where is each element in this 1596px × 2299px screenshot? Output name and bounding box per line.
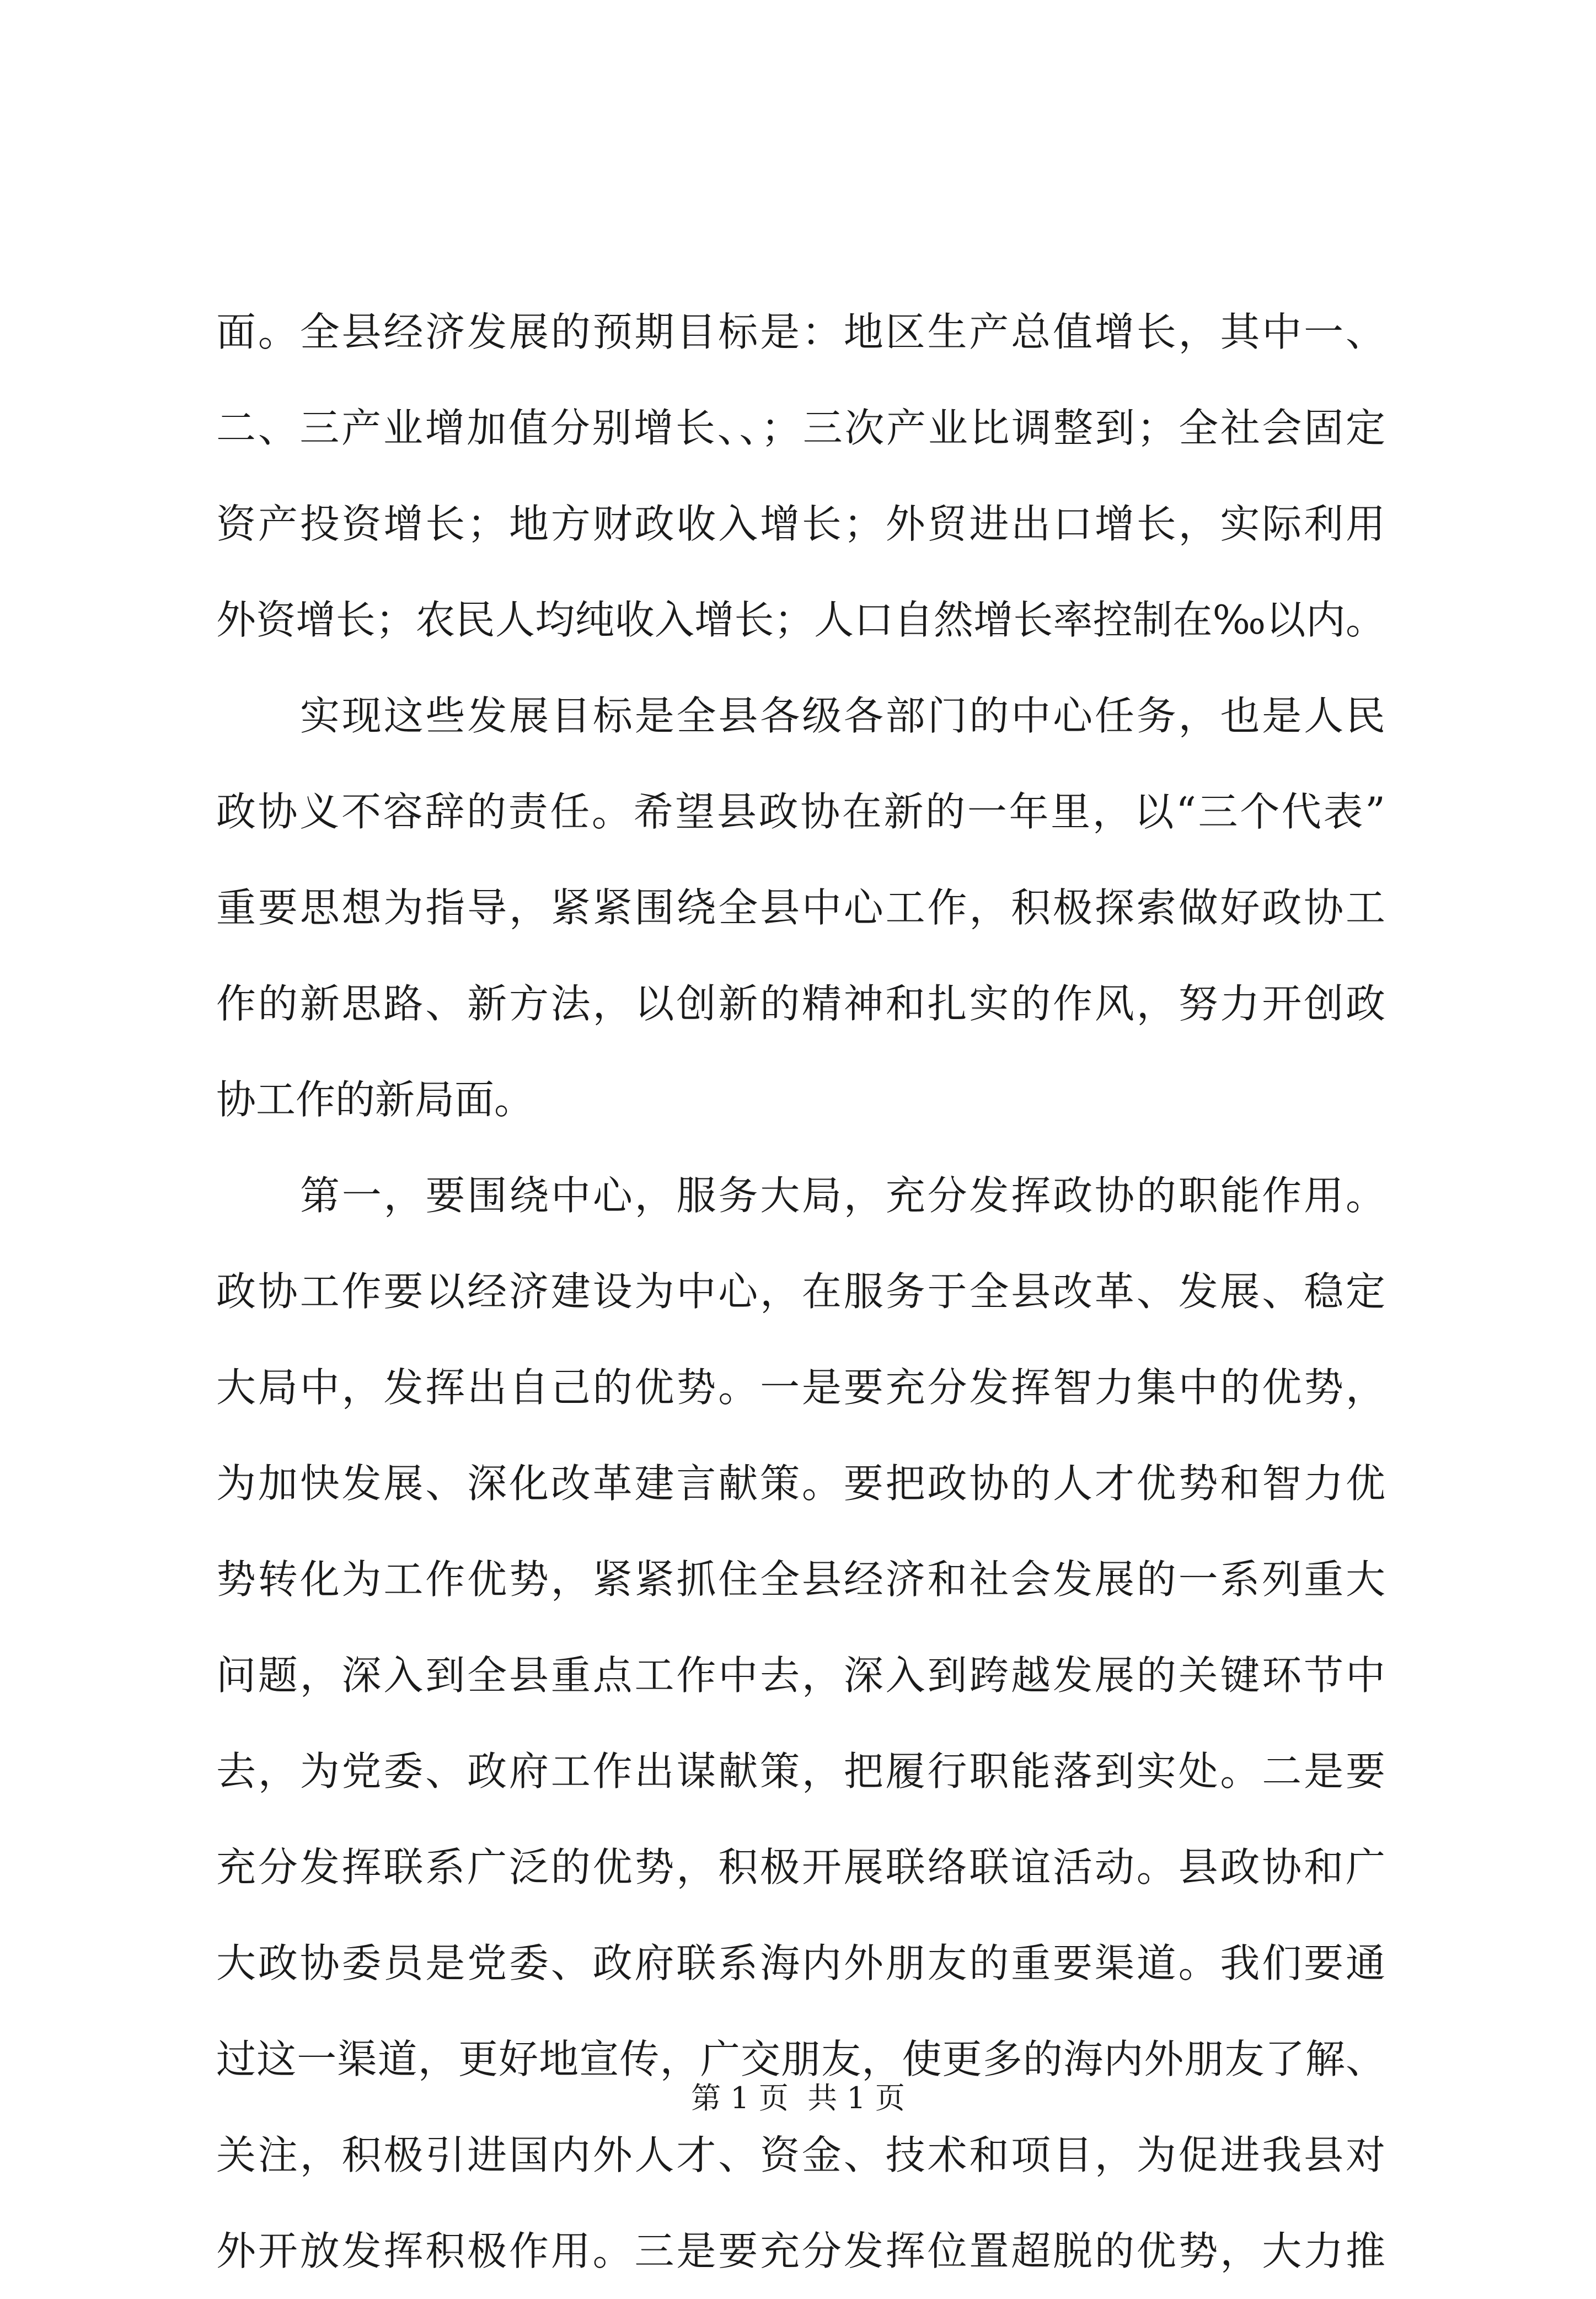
paragraph-1-line-2: 二、三产业增加值分别增长、、；三次产业比调整到；全社会固定 (216, 405, 1385, 451)
paragraph-3-line-8: 充分发挥联系广泛的优势，积极开展联络联谊活动。县政协和广 (216, 1844, 1385, 1890)
page-number-label: 第 1 页 共 1 页 (691, 2081, 905, 2115)
paragraph-3-line-3: 大局中，发挥出自己的优势。一是要充分发挥智力集中的优势， (216, 1364, 1385, 1411)
paragraph-3-line-12: 外开放发挥积极作用。三是要充分发挥位置超脱的优势，大力推 (216, 2228, 1385, 2274)
paragraph-3-line-1: 第一，要围绕中心，服务大局，充分发挥政协的职能作用。 (300, 1172, 1385, 1219)
paragraph-2-line-4: 作的新思路、新方法，以创新的精神和扎实的作风，努力开创政 (216, 980, 1385, 1027)
paragraph-3-line-7: 去，为党委、政府工作出谋献策，把履行职能落到实处。二是要 (216, 1748, 1385, 1794)
paragraph-3-line-10: 过这一渠道，更好地宣传，广交朋友，使更多的海内外朋友了解、 (216, 2036, 1385, 2082)
paragraph-2-line-5: 协工作的新局面。 (216, 1076, 534, 1123)
paragraph-3-line-6: 问题，深入到全县重点工作中去，深入到跨越发展的关键环节中 (216, 1652, 1385, 1698)
paragraph-1-line-3: 资产投资增长；地方财政收入增长；外贸进出口增长，实际利用 (216, 501, 1385, 547)
paragraph-2-line-2: 政协义不容辞的责任。希望县政协在新的一年里，以“三个代表” (216, 789, 1385, 835)
paragraph-3-line-2: 政协工作要以经济建设为中心，在服务于全县改革、发展、稳定 (216, 1268, 1385, 1315)
paragraph-2-line-1: 实现这些发展目标是全县各级各部门的中心任务，也是人民 (300, 693, 1385, 739)
paragraph-3-line-4: 为加快发展、深化改革建言献策。要把政协的人才优势和智力优 (216, 1460, 1385, 1507)
paragraph-1-line-4: 外资增长；农民人均纯收入增长；人口自然增长率控制在‰以内。 (216, 597, 1385, 643)
paragraph-2-line-3: 重要思想为指导，紧紧围绕全县中心工作，积极探索做好政协工 (216, 885, 1385, 931)
paragraph-1-line-1: 面。全县经济发展的预期目标是：地区生产总值增长，其中一、 (216, 309, 1385, 355)
paragraph-3-line-5: 势转化为工作优势，紧紧抓住全县经济和社会发展的一系列重大 (216, 1556, 1385, 1603)
document-body (216, 284, 1385, 2299)
paragraph-3-line-11: 关注，积极引进国内外人才、资金、技术和项目，为促进我县对 (216, 2132, 1385, 2178)
page-footer (0, 2079, 1596, 2118)
paragraph-3-line-9: 大政协委员是党委、政府联系海内外朋友的重要渠道。我们要通 (216, 1940, 1385, 1986)
